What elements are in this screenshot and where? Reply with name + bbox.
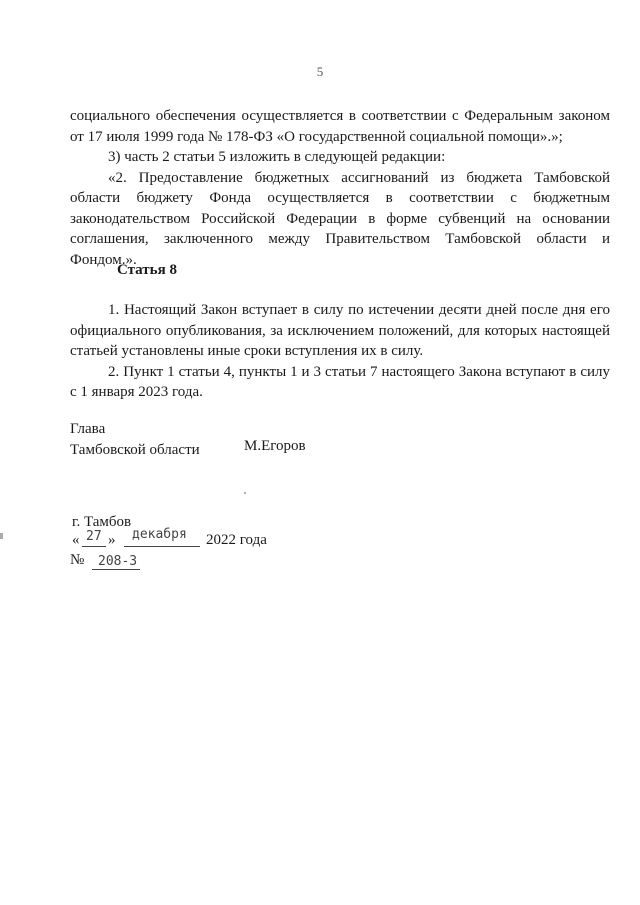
- date-month: декабря: [132, 527, 187, 542]
- paragraph-amendment-text: «2. Предоставление бюджетных ассигнований из бюджета Тамбовской области бюджету Фонда осуществляется в соответствии с бюджетным законодательством Российской Федерации в форме субвенций на основании соглашения, заключенного между Правительством Тамбовской области и Фондом.».: [70, 169, 610, 268]
- paragraph-amendment-item: 3) часть 2 статьи 5 изложить в следующей редакции:: [108, 149, 446, 165]
- signature-title-line-2: Тамбовской области: [70, 441, 200, 458]
- number-underline: [92, 569, 140, 570]
- scan-edge-mark: [0, 533, 3, 539]
- paragraph-continuation: социального обеспечения осуществляется в соответствии с Федеральным законом от 17 июля 1999 года № 178-ФЗ «О государственной социальной помощи».»;: [70, 108, 610, 145]
- number-label: №: [70, 552, 85, 568]
- scan-speck: [244, 492, 246, 494]
- place-of-signing: г. Тамбов: [72, 514, 132, 530]
- top-text-block: [70, 106, 610, 270]
- article-paragraph-1: 1. Настоящий Закон вступает в силу по истечении десяти дней после дня его официального опубликования, за исключением положений, для которых настоящей статьей установлены иные сроки вступления их в силу.: [70, 302, 610, 359]
- signature-name: М.Егоров: [244, 438, 306, 454]
- date-day-underline: [82, 546, 106, 547]
- article-title: Статья 8: [117, 262, 177, 278]
- date-day: 27: [86, 529, 102, 544]
- page-number: 5: [316, 64, 324, 79]
- article-paragraph-2: 2. Пункт 1 статьи 4, пункты 1 и 3 статьи 7 настоящего Закона вступают в силу с 1 января 2023 года.: [70, 363, 610, 400]
- date-line: [70, 527, 370, 550]
- document-number-line: [70, 552, 270, 572]
- signature-title: [70, 419, 200, 460]
- number-value: 208-З: [98, 554, 138, 569]
- date-open-quote: «: [72, 532, 80, 548]
- date-close-quote: »: [108, 532, 116, 548]
- article-text-block: [70, 300, 610, 403]
- date-year: 2022 года: [206, 532, 267, 548]
- signature-title-line-1: Глава: [70, 421, 106, 437]
- date-month-underline: [124, 546, 200, 547]
